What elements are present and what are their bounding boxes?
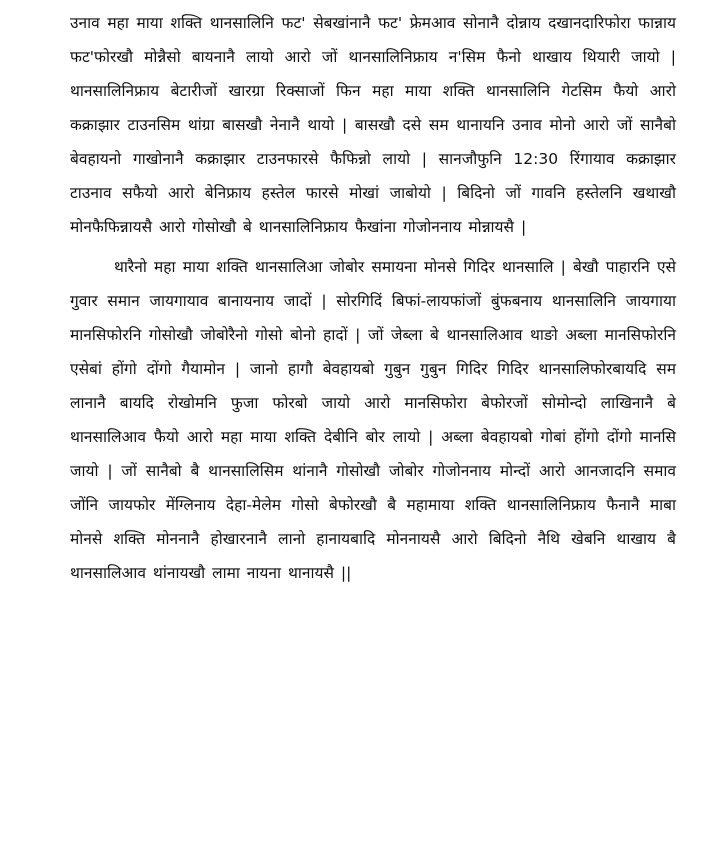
paragraph-temple-description: थारैनो महा माया शक्ति थानसालिआ जोबोर समायना मोनसे गिदिर थानसालि | बेखौ पाहारनि एसे गुवार समान जायगायाव बानायनाय जादों | सोरगिदिं बिफां-लायफांजों बुंफबनाय थानसालिनि जायगाया मानसिफोरनि गोसोखौ जोबोरैनो गोसो बोनो हादों | जों जेब्ला बे थानसालिआव थाङो अब्ला मानसिफोरनि एसेबां होंगो दोंगो गैयामोन | जानो हागौ बेवहायबो गुबुन गुबुन गिदिर गिदिर थानसालिफोरबायदि सम लानानै बायदि रोखोमनि फुजा फोरबो जायो आरो मानसिफोरा बेफोरजों सोमोन्दो लाखिनानै बे थानसालिआव फैयो आरो महा माया शक्ति देबीनि बोर लायो | अब्ला बेवहायबो गोबां होंगो दोंगो मानसि जायो | जों सानैबो बै थानसालिसिम थांनानै गोसोखौ जोबोर गोजोननाय मोन्दों आरो आनजादनि समाव जोंनि जायफोर मेंग्लिनाय देहा-मेलेम गोसो बेफोरखौ बै महामाया शक्ति थानसालिनिफ्राय फैनानै माबा मोनसे शक्ति मोननानै होखारनानै लानो हानायबादि मोननायसै आरो बिदिनो नैथि खेबनि थाखाय बै थानसालिआव थांनायखौ लामा नायना थानायसै || xyxy=(70,258,676,582)
paragraph-temple-visit: उनाव महा माया शक्ति थानसालिनि फट' सेबखांनानै फट' फ्रेमआव सोनानै दोन्नाय दखानदारिफोरा फान्नाय फट'फोरखौ मोन्नैसो बायनानै लायो आरो जों थानसालिनिफ्राय न'सिम फैनो थाखाय थियारी जायो | थानसालिनिफ्राय बेटारीजों खारग्रा रिक्साजों फिन महा माया शक्ति थानसालिनि गेटसिम फैयो आरो कक्राझार टाउनसिम थांग्रा बासखौ नेनानै थायो | बासखौ दसे सम थानायनि उनाव मोनो आरो जों सानैबो बेवहायनो गाखोनानै कक्राझार टाउनफारसे फैफिन्नो लायो | सानजौफुनि 12:30 रिंगायाव कक्राझार टाउनाव सफैयो आरो बेनिफ्राय हस्तेल फारसे मोखां जाबोयो | बिदिनो जों गावनि हस्तेलनि खथाखौ मोनफैफिन्नायसै आरो गोसोखौ बे थानसालिनिफ्राय फैखांना गोजोननाय मोन्नायसै | xyxy=(70,14,676,236)
